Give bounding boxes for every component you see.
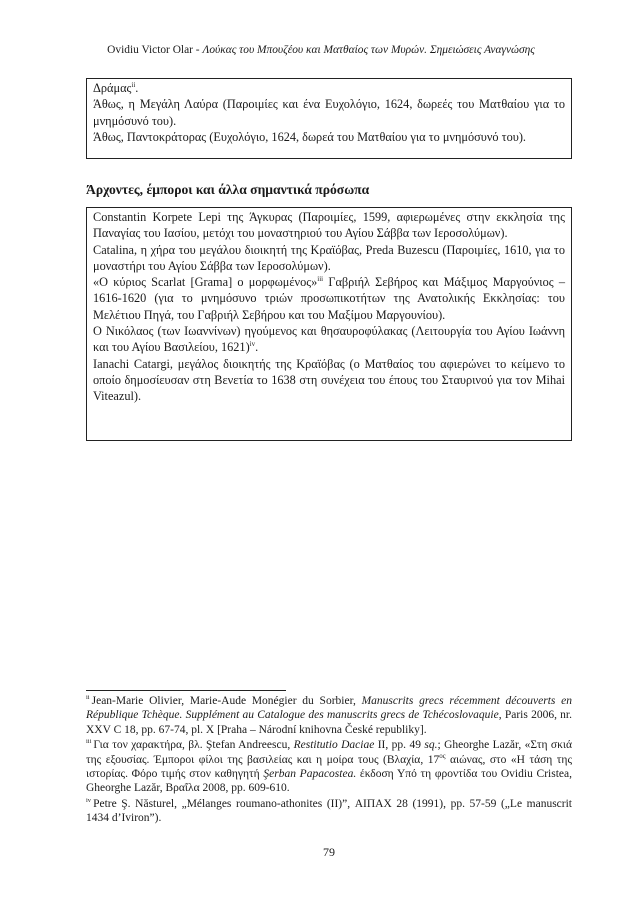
list-item: Constantin Korpete Lepi της Άγκυρας (Παροιμίες, 1599, αφιερωμένες στην εκκλησία της Παναγίας του Ιασίου, μετόχι του μοναστηριού του Αγίου Σάββα των Ιεροσολύμων). [93,210,565,241]
list-item: Άθως, η Μεγάλη Λαύρα (Παροιμίες και ένα Ευχολόγιο, 1624, δωρεές του Ματθαίου για το μνημόσυνό του). [93,97,565,128]
section-heading: Άρχοντες, έμποροι και άλλα σημαντικά πρόσωπα [86,182,370,197]
header-title: Λούκας του Μπουζέου και Ματθαίος των Μυρών. Σημειώσεις Αναγνώσης [202,44,535,56]
footnote: $^{ii}$ Jean-Marie Olivier, Marie-Aude Monégier du Sorbier, Manuscrits grecs récemment découverts en République Tchèque. Supplément au Catalogue des manuscrits grecs de Tchécoslovaquie, Paris 2006, nr. XXV C 18, pp. 67-74, pl. X [Praha – Národní knihovna České republiky]. [86,694,572,736]
footnote-ref[interactable]: iii [317,275,324,284]
footnote: $^{iv}$ Petre Ş. Năsturel, „Mélanges roumano-athonites (II)”, ΑΙΠΑΧ 28 (1991), pp. 57-59 („Le manuscrit 1434 d’Iviron”). [86,797,572,825]
persons-list-box [86,207,572,441]
list-item: Catalina, η χήρα του μεγάλου διοικητή της Κραϊόβας, Preda Buzescu (Παροιμίες, 1610, για το μοναστήρι του Αγίου Σάββα των Ιεροσολύμων). [93,242,565,273]
list-item: «Ο κύριος Scarlat [Grama] ο μορφωμένος»$^{iii}$ Γαβριήλ Σεβήρος και Μάξιμος Μαργούνιος – 1616-1620 (για το μνημόσυνο τριών προσωπικοτήτων της Ανατολικής Εκκλησίας: του Μελέτιου Πηγά, του Γαβριήλ Σεβήρου και του Μαξίμου Μαργουνίου). [93,275,565,322]
footnote-divider [86,690,286,691]
list-item: Δράμας$^{ii}$. [93,80,139,95]
running-header [86,44,556,56]
footnote-mark: ii [86,694,90,702]
page-number: 79 [323,845,335,859]
list-item: Ο Νικόλαος (των Ιωαννίνων) ηγούμενος και θησαυροφύλακας (Λειτουργία του Αγίου Ιωάννη και του Αγίου Βασιλείου, 1621)$^{iv}$. [93,324,565,355]
list-item: Άθως, Παντοκράτορας (Ευχολόγιο, 1624, δωρεά του Ματθαίου για το μνημόσυνό του). [93,129,526,144]
footnote-mark: iv [86,797,92,805]
footnote: $^{iii}$ Για τον χαρακτήρα, βλ. Ştefan Andreescu, Restitutio Daciae II, pp. 49 sq.; Gheorghe Lazăr, «Στη σκιά της εξουσίας. Έμποροι φίλοι της βασιλείας και η μοίρα τους (Βλαχία, $17^{o\varsigma}$ αιώνας, στο «Η τάση της ιστορίας. Φόρο τιμής στον καθηγητή Şerban Papacostea. έκδοση Υπό τη φροντίδα του Ovidiu Cristea, Gheorghe Lazăr, Βραΐλα 2008, pp. 609-610. [86,738,572,795]
footnotes [86,694,572,827]
churches-list-box [86,78,572,159]
footnote-ref[interactable]: iv [249,340,256,349]
header-author: Ovidiu Victor Olar - [107,44,200,56]
list-item: Ianachi Catargi, μεγάλος διοικητής της Κραϊόβας (ο Ματθαίος του αφιερώνει το κείμενο το οποίο δημοσίευσαν στη Βενετία το 1638 στη συνέχεια του έπους του Σταυρινού για τον Mihai Viteazul). [93,356,565,404]
footnote-ref[interactable]: ii [131,80,136,89]
footnote-mark: iii [86,738,92,746]
